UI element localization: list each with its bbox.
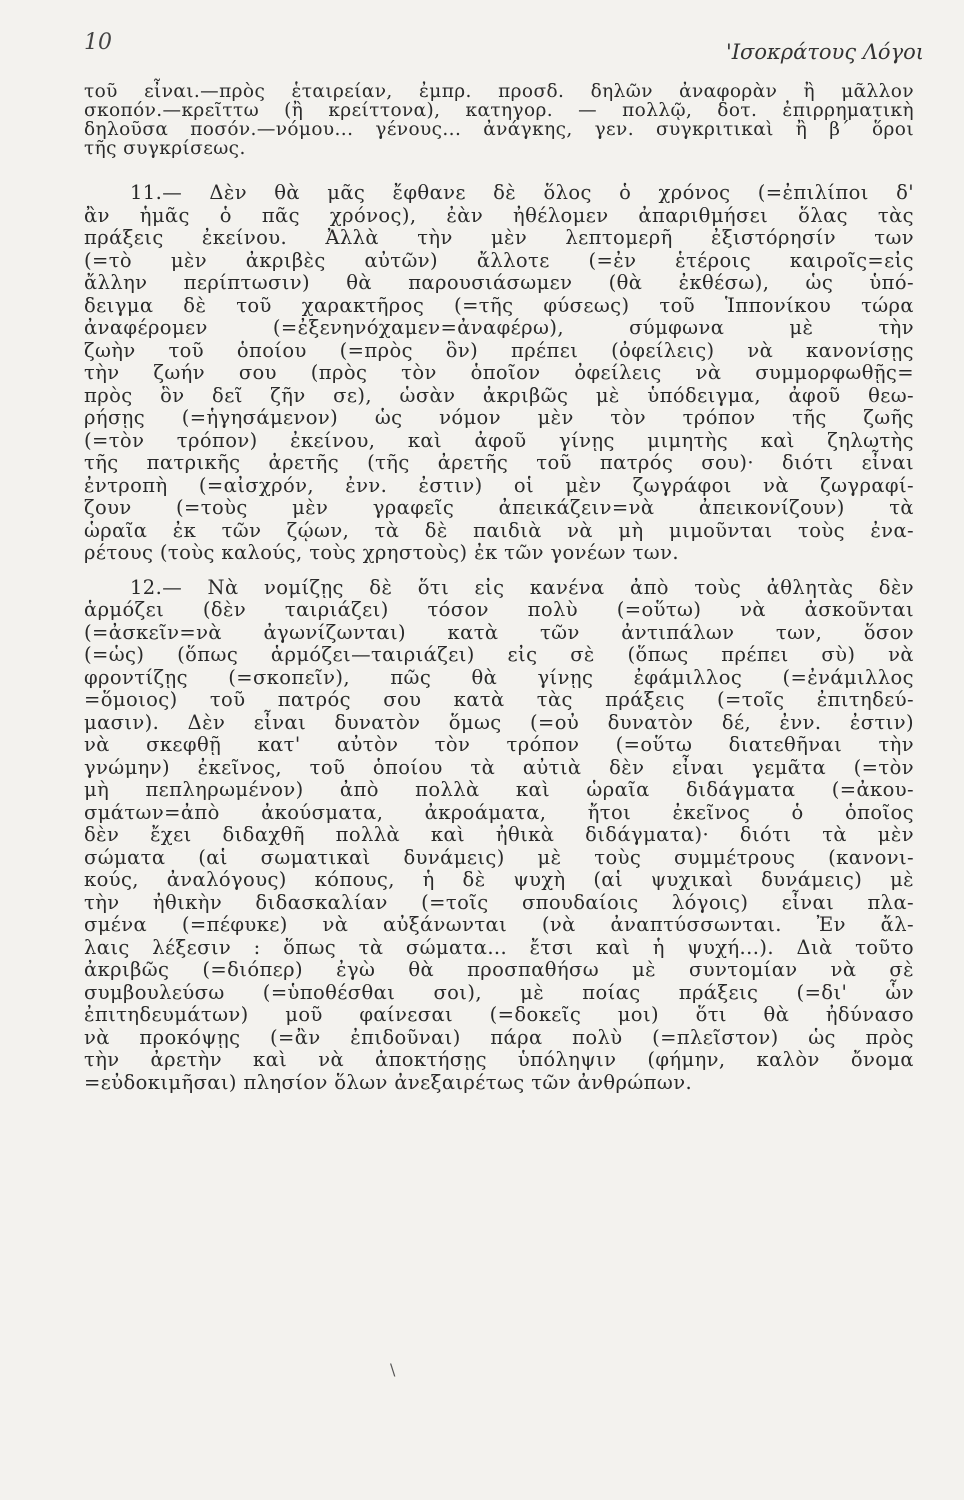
- section-11: [84, 182, 914, 565]
- section-12-line: συμβουλεύσω (=ὑποθέσθαι σοι), μὲ ποίας πράξεις (=δι' ὧν: [84, 980, 914, 1004]
- section-11-line: 11.— Δὲν θὰ μᾶς ἔφθανε δὲ ὅλος ὁ χρόνος (=ἐπιλίποι δ': [130, 181, 914, 204]
- section-12-line: 12.— Νὰ νομίζῃς δὲ ὅτι εἰς κανένα ἀπὸ τοὺς ἀθλητὰς δὲν: [130, 575, 914, 599]
- section-11-line: ἐντροπὴ (=αἰσχρόν, ἐνν. ἐστιν) οἱ μὲν ζωγράφοι νὰ ζωγραφί-: [84, 473, 914, 497]
- section-12-line: δὲν ἔχει διδαχθῆ πολλὰ καὶ ἠθικὰ διδάγματα)· διότι τὰ μὲν: [84, 823, 914, 846]
- grammar-notes: [84, 82, 914, 158]
- notes-line: δηλοῦσα ποσόν.—νόμου... γένους... ἀνάγκης, γεν. συγκριτικαὶ ἢ β΄ ὅροι: [84, 119, 914, 140]
- section-11-line: ζουν (=τοὺς μὲν γραφεῖς ἀπεικάζειν=νὰ ἀπεικονίζουν) τὰ: [84, 496, 914, 519]
- section-12-line: τὴν ἀρετὴν καὶ νὰ ἀποκτήσῃς ὑπόληψιν (φήμην, καλὸν ὄνομα: [84, 1048, 914, 1071]
- section-12-line: τὴν ἠθικὴν διδασκαλίαν (=τοῖς σπουδαίοις λόγοις) εἶναι πλα-: [84, 890, 914, 914]
- section-12-line: λαις λέξεσιν : ὅπως τὰ σώματα... ἔτσι καὶ ἡ ψυχή...). Διὰ τοῦτο: [84, 935, 914, 959]
- notes-line: τοῦ εἶναι.—πρὸς ἑταιρείαν, ἐμπρ. προσδ. δηλῶν ἀναφορὰν ἢ μᾶλλον: [84, 81, 914, 102]
- section-12-line: σμένα (=πέφυκε) νὰ αὐξάνωνται (νὰ ἀναπτύσσωνται. Ἐν ἄλ-: [84, 913, 914, 936]
- notes-line: σκοπόν.—κρεῖττω (ἢ κρείττονα), κατηγορ. — πολλῷ, δοτ. ἐπιρρηματικὴ: [84, 100, 914, 121]
- section-11-line: ἄλλην περίπτωσιν) θὰ παρουσιάσωμεν (θὰ ἐκθέσω), ὡς ὑπό-: [84, 271, 914, 294]
- section-11-line: ρήσῃς (=ἡγησάμενον) ὡς νόμον μὲν τὸν τρόπον τῆς ζωῆς: [84, 406, 914, 429]
- section-11-line: δειγμα δὲ τοῦ χαρακτῆρος (=τῆς φύσεως) τοῦ Ἱππονίκου τώρα: [84, 293, 914, 317]
- stray-mark: \: [390, 1360, 396, 1379]
- section-11-line: τὴν ζωήν σου (πρὸς τὸν ὁποῖον ὀφείλεις νὰ συμμορφωθῇς=: [84, 361, 914, 384]
- section-11-line: ὡραῖα ἐκ τῶν ζῴων, τὰ δὲ παιδιὰ νὰ μὴ μιμοῦνται τοὺς ἐνα-: [84, 518, 914, 542]
- section-11-line: ἀναφέρομεν (=ἐξενηνόχαμεν=ἀναφέρω), σύμφωνα μὲ τὴν: [84, 316, 914, 339]
- section-12-line: =εὐδοκιμῆσαι) πλησίον ὅλων ἀνεξαιρέτως τῶν ἀνθρώπων.: [84, 1070, 693, 1094]
- section-12-line: κούς, ἀναλόγους) κόπους, ἡ δὲ ψυχὴ (αἱ ψυχικαὶ δυνάμεις) μὲ: [84, 868, 914, 891]
- section-12-line: (=ἀσκεῖν=νὰ ἀγωνίζωνται) κατὰ τῶν ἀντιπάλων των, ὅσον: [84, 620, 914, 644]
- section-12-line: ἀκριβῶς (=διόπερ) ἐγὼ θὰ προσπαθήσω μὲ συντομίαν νὰ σὲ: [84, 958, 914, 981]
- section-12-line: ἐπιτηδευμάτων) μοῦ φαίνεσαι (=δοκεῖς μοι) ὅτι θὰ ἠδύνασο: [84, 1003, 914, 1026]
- section-11-line: τῆς πατρικῆς ἀρετῆς (τῆς ἀρετῆς τοῦ πατρός σου)· διότι εἶναι: [84, 451, 914, 474]
- section-11-line: ζωὴν τοῦ ὁποίου (=πρὸς ὃν) πρέπει (ὀφείλεις) νὰ κανονίσῃς: [84, 338, 914, 362]
- section-11-line: ἂν ἡμᾶς ὁ πᾶς χρόνος), ἐὰν ἠθέλομεν ἀπαριθμήσει ὅλας τὰς: [84, 203, 914, 227]
- section-12-line: νὰ προκόψῃς (=ἂν ἐπιδοῦναι) πάρα πολὺ (=πλεῖστον) ὡς πρὸς: [84, 1025, 914, 1049]
- section-11-line: (=τὸν τρόπον) ἐκείνου, καὶ ἀφοῦ γίνῃς μιμητὴς καὶ ζηλωτὴς: [84, 428, 914, 452]
- section-12-line: σμάτων=ἀπὸ ἀκούσματα, ἀκροάματα, ἤτοι ἐκεῖνος ὁ ὁποῖος: [84, 800, 914, 824]
- section-12-line: (=ὡς) (ὅπως ἁρμόζει—ταιριάζει) εἰς σὲ (ὅπως πρέπει σὺ) νὰ: [84, 643, 914, 666]
- section-11-line: πράξεις ἐκείνου. Ἀλλὰ τὴν μὲν λεπτομερῆ ἐξιστόρησίν των: [84, 226, 914, 249]
- section-12-line: μὴ πεπληρωμένον) ἀπὸ πολλὰ καὶ ὡραῖα διδάγματα (=ἀκου-: [84, 778, 914, 801]
- page-number: 10: [84, 30, 112, 55]
- section-12-line: ἁρμόζει (δὲν ταιριάζει) τόσον πολὺ (=οὕτω) νὰ ἀσκοῦνται: [84, 598, 914, 621]
- section-11-line: (=τὸ μὲν ἀκριβὲς αὐτῶν) ἄλλοτε (=ἐν ἑτέροις καιροῖς=εἰς: [84, 248, 914, 272]
- section-12-line: σώματα (αἱ σωματικαὶ δυνάμεις) μὲ τοὺς συμμέτρους (κανονι-: [84, 845, 914, 869]
- section-12-line: νὰ σκεφθῇ κατ' αὐτὸν τὸν τρόπον (=οὕτω διατεθῆναι τὴν: [84, 733, 914, 756]
- page-header: [84, 30, 924, 70]
- section-12-line: γνώμην) ἐκεῖνος, τοῦ ὁποίου τὰ αὐτιὰ δὲν εἶναι γεμᾶτα (=τὸν: [84, 755, 914, 779]
- section-12: [84, 577, 914, 1095]
- body-text: [84, 82, 914, 1106]
- section-12-line: =ὅμοιος) τοῦ πατρός σου κατὰ τὰς πράξεις (=τοῖς ἐπιτηδεύ-: [84, 688, 914, 711]
- section-12-line: μασιν). Δὲν εἶναι δυνατὸν ὅμως (=οὐ δυνατὸν δέ, ἐνν. ἐστιν): [84, 710, 914, 734]
- section-11-line: πρὸς ὃν δεῖ ζῆν σε), ὡσὰν ἀκριβῶς μὲ ὑπόδειγμα, ἀφοῦ θεω-: [84, 383, 914, 407]
- running-title: 'Ισοκράτους Λόγοι: [725, 40, 924, 64]
- section-11-line: ρέτους (τοὺς καλούς, τοὺς χρηστοὺς) ἐκ τῶν γονέων των.: [84, 541, 679, 564]
- notes-line: τῆς συγκρίσεως.: [84, 138, 246, 159]
- section-12-line: φροντίζῃς (=σκοπεῖν), πῶς θὰ γίνῃς ἐφάμιλλος (=ἐνάμιλλος: [84, 665, 914, 689]
